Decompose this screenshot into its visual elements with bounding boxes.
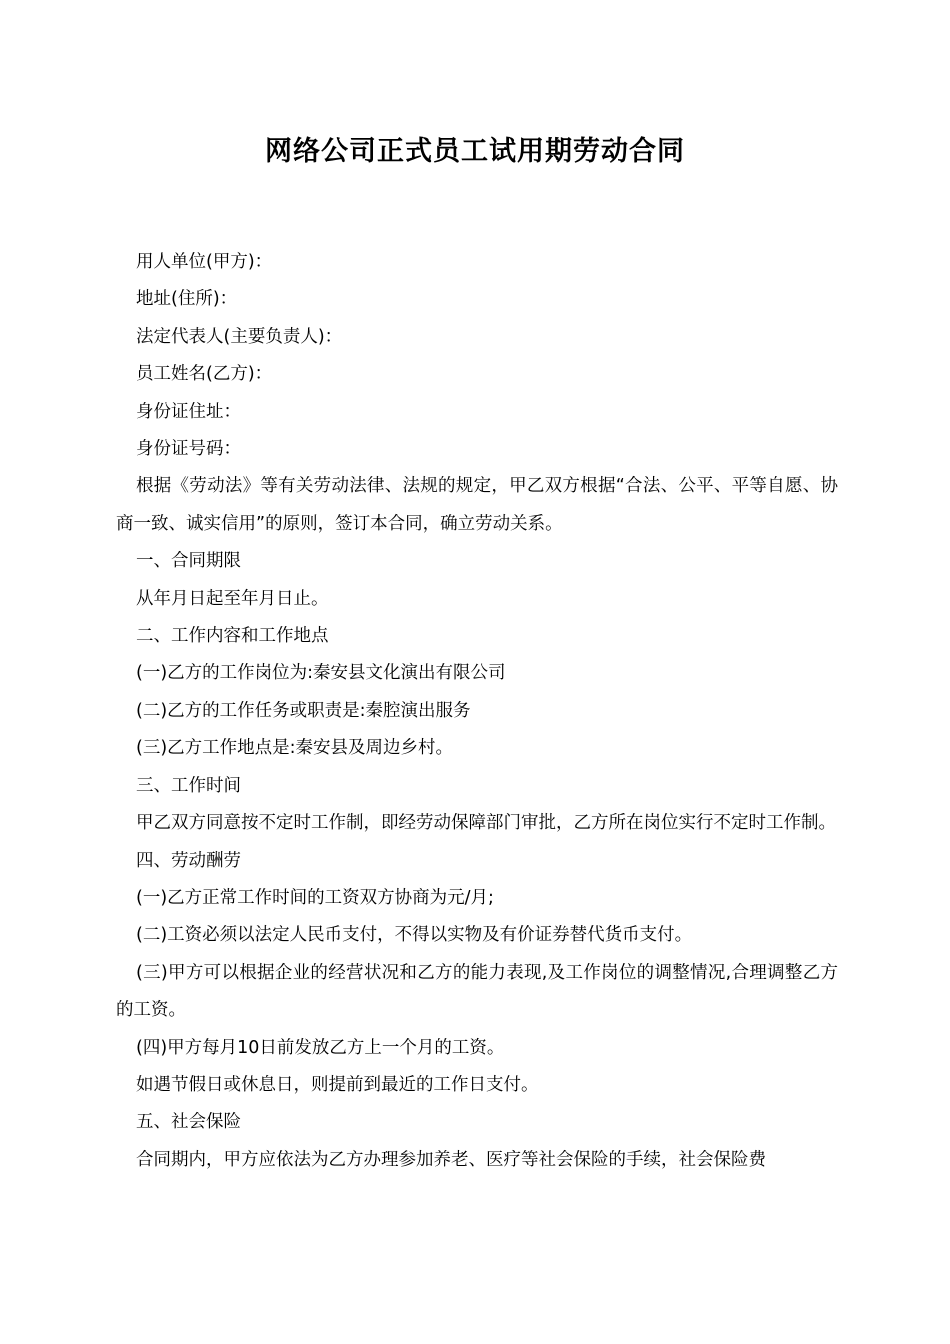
section-heading-remuneration: 四、劳动酬劳 [136, 850, 241, 871]
id-address-field: 身份证住址： [136, 401, 241, 422]
salary-paragraph: (一)乙方正常工作时间的工资双方协商为元/月; [136, 887, 494, 908]
id-number-field: 身份证号码： [136, 439, 241, 460]
section-heading-work-time: 三、工作时间 [136, 775, 241, 796]
work-time-paragraph: 甲乙双方同意按不定时工作制，即经劳动保障部门审批，乙方所在岗位实行不定时工作制。 [136, 813, 836, 834]
employer-field: 用人单位(甲方)： [136, 252, 273, 272]
payday-paragraph: (四)甲方每月10日前发放乙方上一个月的工资。 [136, 1037, 505, 1058]
holiday-payment-paragraph: 如遇节假日或休息日，则提前到最近的工作日支付。 [136, 1074, 539, 1095]
section-heading-social-insurance: 五、社会保险 [136, 1112, 241, 1133]
term-paragraph: 从年月日起至年月日止。 [136, 588, 329, 609]
section-heading-term: 一、合同期限 [136, 551, 241, 572]
work-duties-paragraph: (二)乙方的工作任务或职责是:秦腔演出服务 [136, 700, 471, 721]
work-position-paragraph: (一)乙方的工作岗位为:秦安县文化演出有限公司 [136, 663, 506, 684]
section-heading-work-content: 二、工作内容和工作地点 [136, 626, 329, 647]
legal-representative-field: 法定代表人(主要负责人)： [136, 326, 343, 347]
address-field: 地址(住所)： [136, 289, 238, 310]
document-title: 网络公司正式员工试用期劳动合同 [265, 136, 685, 167]
payment-currency-paragraph: (二)工资必须以法定人民币支付，不得以实物及有价证券替代货币支付。 [136, 925, 693, 946]
employee-name-field: 员工姓名(乙方)： [136, 364, 273, 385]
salary-adjustment-paragraph: (三)甲方可以根据企业的经营状况和乙方的能力表现,及工作岗位的调整情况,合理调整乙方的工资。 [116, 962, 838, 1021]
work-location-paragraph: (三)乙方工作地点是:秦安县及周边乡村。 [136, 738, 454, 759]
preamble-paragraph: 根据《劳动法》等有关劳动法律、法规的规定，甲乙双方根据“合法、公平、平等自愿、协商一致、诚实信用”的原则，签订本合同，确立劳动关系。 [116, 476, 838, 534]
document-body [116, 244, 838, 1179]
social-insurance-paragraph: 合同期内，甲方应依法为乙方办理参加养老、医疗等社会保险的手续，社会保险费 [136, 1149, 766, 1170]
